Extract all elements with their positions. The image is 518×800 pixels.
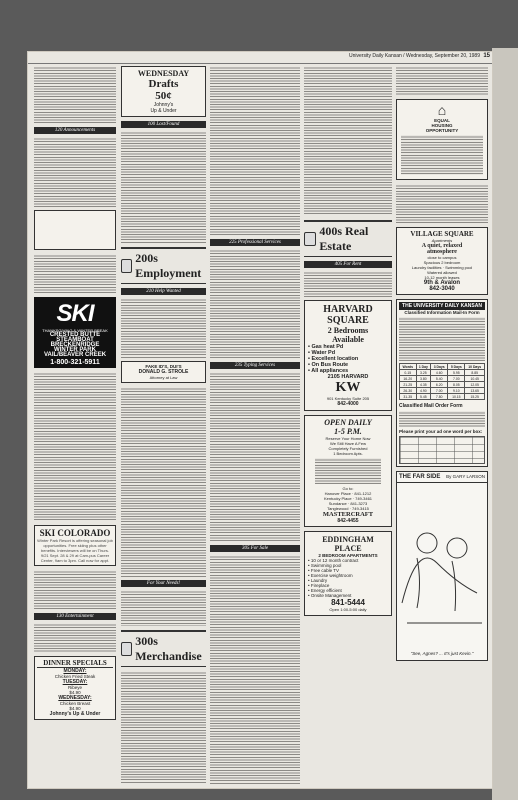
whiteboard-ad [34, 210, 116, 250]
far-side-cartoon: THE FAR SIDE By GARY LARSON "See, Agnes? ... It's just Kevin." [396, 471, 488, 661]
rate-cell: 26-30 [400, 388, 417, 394]
rate-cell: 7.80 [431, 394, 448, 400]
rate-table [399, 363, 485, 400]
employment-icon [121, 259, 132, 273]
rate-col-header: 1 Day [416, 364, 431, 370]
rate-cell: 4.35 [416, 382, 431, 388]
merchandise-head: 300s Merchandise [121, 630, 206, 667]
eddingham-place-ad: EDDINGHAM PLACE 2 BEDROOM APARTMENTS • 10 or 12 month contract • Swimming pool • Free cable TV • Exercise weightroom • Laundry • Fireplace • Energy efficient • Onsite Management 841-5444 Open 1:00-5:00 daily [304, 531, 392, 616]
rate-col-header: 10 Days [465, 364, 485, 370]
rate-cell: 12.05 [465, 382, 485, 388]
drafts-ad: WEDNESDAY Drafts 50¢ Johnny's Up & Under [121, 66, 206, 117]
announcements-head: 120 Announcements [34, 127, 116, 134]
rate-cell: 10.45 [465, 376, 485, 382]
rate-cell: 8.05 [448, 382, 465, 388]
running-header: University Daily Kansan / Wednesday, September 20, 1989 [349, 53, 480, 59]
rate-cell: 31-35 [400, 394, 417, 400]
professional-services-head: 225 Professional Services [210, 239, 300, 246]
rate-cell: 10.15 [448, 394, 465, 400]
help-wanted-head: 210 Help Wanted [121, 288, 206, 295]
rate-cell: 5.45 [416, 394, 431, 400]
rate-cell: 3.25 [416, 370, 431, 376]
ski-colorado-ad: SKI COLORADO Winter Park Resort is offering seasonal job opportunities. Free skiing plus other benefits. Interviewers will be on Thurs. 9/21 Sept. 28 & 29 at Cam-pus Career Center, 9am to 3pm. Call now for appt. [34, 525, 116, 566]
rate-cell: 16-20 [400, 376, 417, 382]
rate-cell: 3.80 [416, 376, 431, 382]
rate-col-header: Words [400, 364, 417, 370]
column-5 [396, 66, 488, 784]
column-3 [210, 66, 300, 784]
open-daily-ad: OPEN DAILY 1-5 P.M. Reserve Your Home Now We Still Have A Few Completely Furnished 1 Bedroom Apts. Go to: Hanover Place · 841-1212 Kentucky Place · 749-3461 Sundance · 841-3273 Tanglewood · 749-3415 MASTERCRAFT 842-4455 [304, 415, 392, 527]
rate-cell: 21-25 [400, 382, 417, 388]
rate-cell: 0-15 [400, 370, 417, 376]
rate-cell: 13.65 [465, 388, 485, 394]
classified-form: THE UNIVERSITY DAILY KANSAN Classified Information Mail-In Form Words 1 Day 3 Days 5 Days 10 Days 0-15 3.25 4.60 5.95 8.85 16-20 3.80 5.40 7.00 10.45 21-25 4.35 6.20 8.05 12.05 26-30 4.90 7.00 9.10 13.65 31-35 5.45 7.80 10.15 15.25 Classified Mail Order Form Please print your ad one word per box: [396, 299, 488, 467]
column-2 [121, 66, 206, 784]
rate-cell: 4.60 [431, 370, 448, 376]
rate-cell: 15.25 [465, 394, 485, 400]
harvard-square-ad: HARVARD SQUARE 2 Bedrooms Available • Gas heat Pd • Water Pd • Excellent location • On Bus Route • All appliances 2105 HARVARD KW 901 Kentucky Suite 205 842-4000 [304, 300, 392, 411]
rate-col-header: 5 Days [448, 364, 465, 370]
rate-col-header: 3 Days [431, 364, 448, 370]
equal-housing-ad: ⌂ EQUAL HOUSING OPPORTUNITY [396, 99, 488, 180]
page-header [28, 52, 492, 64]
rate-cell: 5.40 [431, 376, 448, 382]
real-estate-head: 400s Real Estate [304, 220, 392, 257]
page-number: 15 [483, 53, 490, 59]
kw-logo: KW [335, 380, 361, 395]
house-icon [304, 232, 316, 246]
rate-cell: 6.20 [431, 382, 448, 388]
merchandise-icon [121, 642, 132, 656]
rate-cell: 7.00 [431, 388, 448, 394]
village-square-ad: VILLAGE SQUARE Apartments A quiet, relaxed atmosphere close to campus Spacious 2 bedroom Laundry facilities · Swimming pool Watered allowed 10-12 month leases 9th & Avalon 842-3040 [396, 227, 488, 295]
for-rent-head: 405 For Rent [304, 261, 392, 268]
rate-cell: 5.95 [448, 370, 465, 376]
rate-cell: 7.00 [448, 376, 465, 382]
column-4 [304, 66, 392, 784]
adjacent-page-edge [492, 48, 518, 800]
cartoon-illustration [397, 483, 487, 633]
typing-services-head: 235 Typing Services [210, 362, 300, 369]
column-1 [34, 66, 116, 784]
word-boxes[interactable] [399, 436, 485, 464]
rate-row [400, 394, 485, 400]
rate-cell: 8.85 [465, 370, 485, 376]
house-icon: ⌂ [437, 102, 447, 118]
for-sale-head: 305 For Sale [210, 545, 300, 552]
cards-head: For Your Needs! [121, 580, 206, 587]
dinner-specials-ad: DINNER SPECIALS MONDAY: Chicken Fried Steak TUESDAY: Ribeye $4.90 WEDNESDAY: Chicken Breast $4.90 Johnny's Up & Under [34, 656, 116, 720]
rate-cell: 9.10 [448, 388, 465, 394]
lost-found-head: 100 Lost/Found [121, 121, 206, 128]
newspaper-page [28, 52, 492, 788]
entertainment-head: 130 Entertainment [34, 613, 116, 620]
rate-cell: 4.90 [416, 388, 431, 394]
ski-ad: SKI THANKSGIVING & WINTER BREAK CRESTED BUTTE STEAMBOAT BRECKENRIDGE WINTER PARK VAIL/BEAVER CREEK 1-800-321-5911 [34, 297, 116, 368]
lawyer-ad: FAKE ID'S, DUI'S DONALD G. STROLE Attorney at Law [121, 361, 206, 383]
employment-head: 200s Employment [121, 247, 206, 284]
